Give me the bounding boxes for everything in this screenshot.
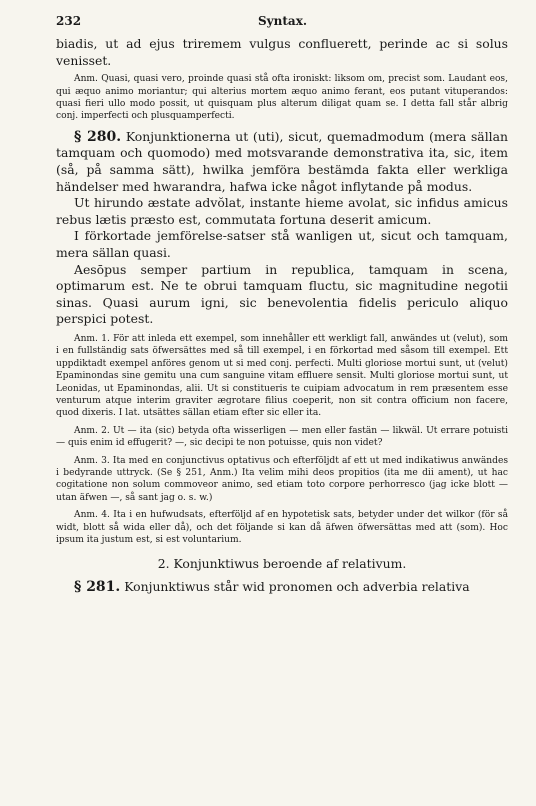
note-anm-3: Anm. 3. Ita med en conjunctivus optativus och efterföljdt af ett ut med indikatiwus anwändes i bedyrande uttryck. (Se § 251, Anm.) Ita velim mihi deos propitios (ita me dii ament), ut hac cogitatione non solum commoveor animo, sed etiam toto corpore perhorresco (jag icke blott — utan äfwen —, så sant jag o. s. w.) bbox=[56, 455, 508, 503]
section-text: Konjunktiwus står wid pronomen och adverbia relativa bbox=[124, 579, 470, 595]
paragraph-continuation: biadis, ut ad ejus triremem vulgus confluerett, perinde ac si solus venisset. bbox=[56, 36, 508, 68]
rule-paragraph: I förkortade jemförelse-satser stå wanligen ut, sicut och tamquam, mera sällan quasi. bbox=[56, 228, 508, 260]
example-paragraph: Ut hirundo æstate advŏlat, instante hieme avolat, sic infidus amicus rebus lætis præsto est, commutata fortuna deserit amicum. bbox=[56, 195, 508, 227]
subheading: 2. Konjunktiwus beroende af relativum. bbox=[157, 556, 407, 572]
section-280 bbox=[56, 129, 508, 195]
section-number: § 281. bbox=[74, 579, 121, 596]
example-paragraph: Aesōpus semper partium in republica, tamquam in scena, optimarum est. Ne te obrui tamquam fluctu, sic magnitudine negotii sinas. Quasi aurum igni, sic benevolentia fidelis periculo aliquo perspici potest. bbox=[56, 261, 508, 327]
page-number: 232 bbox=[56, 14, 82, 28]
note-anm-4: Anm. 4. Ita i en hufwudsats, efterföljd af en hypotetisk sats, betyder under det wilkor (för så widt, blott så wida eller då), och det följande si kan då äfwen öfwersättas med att (som). Hoc ipsum ita justum est, si est voluntarium. bbox=[56, 510, 508, 546]
note-anm-1: Anm. 1. För att inleda ett exempel, som innehåller ett werkligt fall, anwändes ut (velut), som i en fullständig sats öfwersättes med så till exempel, i en förkortad med såsom till exempel. Ett uppdiktadt exempel anföres genom ut si med conj. perfecti. Multi gloriose mortui sunt, ut (velut) Epaminondas sine gemitu una cum sanguine vitam effluere sensit. Multi gloriose mortui sunt, ut Leonidas, ut Epaminondas, alii. Ut si constitueris te cuipiam advocatum in rem præsentem esse venturum atque interim graviter ægrotare filius coeperit, non sit contra officium non facere, quod dixeris. I lat. utsättes sällan etiam efter sic eller ita. bbox=[56, 333, 508, 419]
note-anm-2: Anm. 2. Ut — ita (sic) betyda ofta wisserligen — men eller fastän — likwäl. Ut errare potuisti — quis enim id effugerit? —, sic decipi te non potuisse, quis non videt? bbox=[56, 425, 508, 449]
running-title: Syntax. bbox=[258, 14, 308, 28]
section-text: Konjunktionerna ut (uti), sicut, quemadmodum (mera sällan tamquam och quomodo) med motsvarande demonstrativa ita, sic, item (så, på samma sätt), hwilka jemföra bestämda fakta eller werkliga händelser med hwarandra, hafwa icke något inflytande på modus. bbox=[56, 128, 508, 194]
note-anm: Anm. Quasi, quasi vero, proinde quasi stå ofta ironiskt: liksom om, precist som. Laudant eos, qui æquo animo moriantur; qui alterius mortem æquo animo ferant, eos putant vituperandos: quasi fieri ullo modo possit, ut quisquam plus alterum diligat quam se. I detta fall står albrig conj. imperfecti och plusquamperfecti. bbox=[56, 74, 508, 122]
book-page bbox=[56, 14, 508, 596]
section-281 bbox=[56, 579, 508, 596]
running-header bbox=[56, 14, 508, 28]
section-number: § 280. bbox=[74, 128, 122, 145]
